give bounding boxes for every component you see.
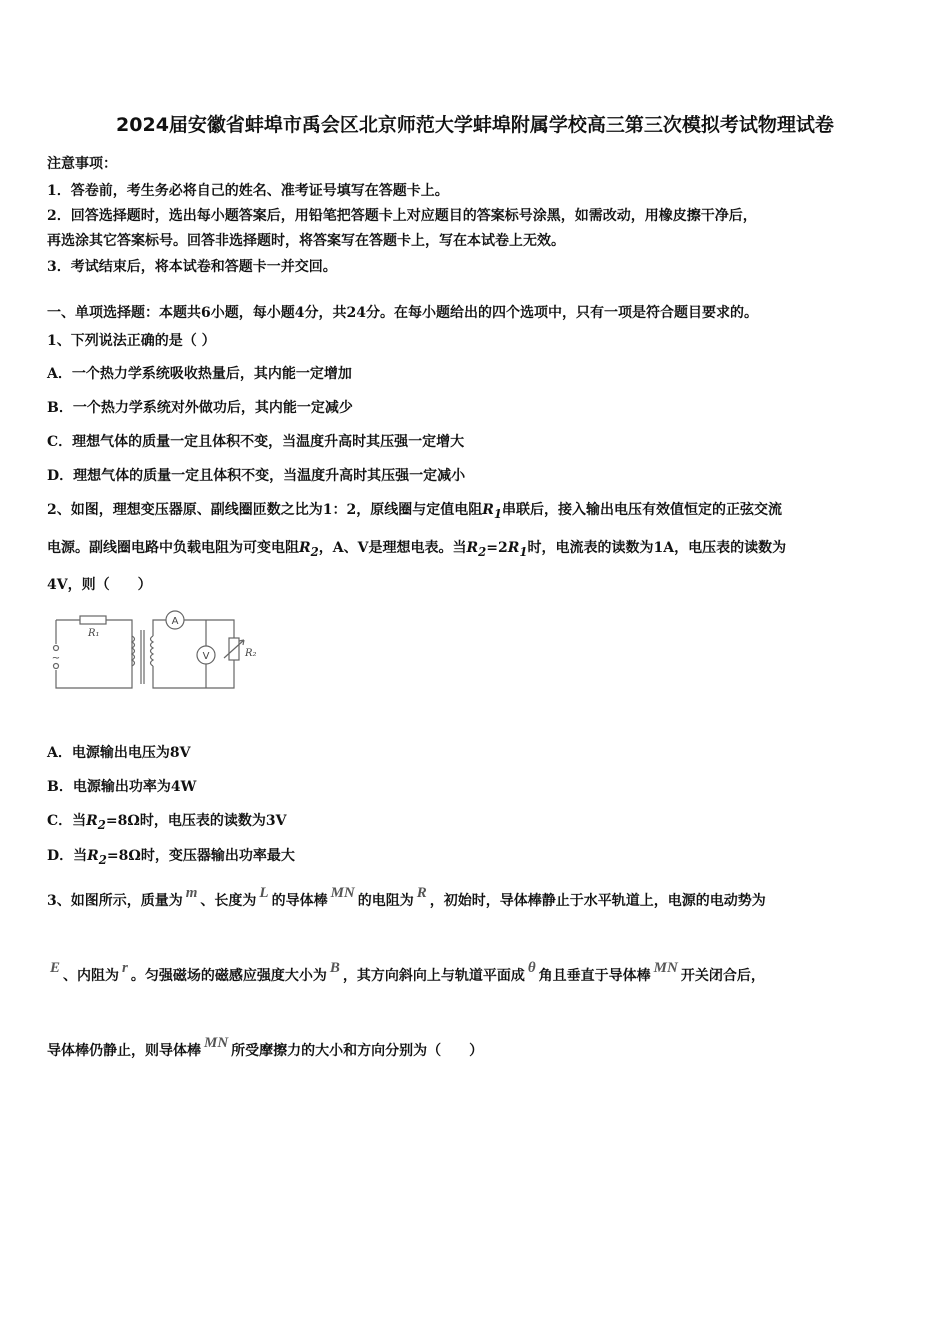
q2-stem-line1: 2、如图，理想变压器原、副线圈匝数之比为1：2，原线圈与定值电阻$R_1$串联后，接入输出电压有效值恒定的正弦交流 — [47, 502, 782, 521]
q2-stem-line2: 电源。副线圈电路中负载电阻为可变电阻$R_2$，A、V是理想电表。当$R_2=2R_1$时，电流表的读数为1A，电压表的读数为 — [47, 540, 787, 559]
q3-stem-line2: E 、内阻为 r 。匀强磁场的磁感应强度大小为 B ，其方向斜向上与轨道平面成 θ 角且垂直于导体棒 MN 开关闭合后， — [50, 960, 765, 984]
notice-heading: 注意事项： — [47, 156, 117, 172]
q2-option-b: B．电源输出功率为4W — [47, 779, 197, 795]
voltmeter-label: V — [202, 651, 210, 662]
var-r2: $R_2$ — [299, 540, 319, 559]
q1-stem: 1、下列说法正确的是（ ） — [47, 333, 216, 349]
r2-label: R₂ — [245, 648, 257, 659]
q1-option-b: B．一个热力学系统对外做功后，其内能一定减少 — [47, 400, 353, 416]
var-r1: $R_1$ — [482, 502, 502, 521]
ammeter-label: A — [171, 616, 179, 627]
q2-stem-line3: 4V，则（ ） — [47, 577, 152, 593]
notice-item-2: 2．回答选择题时，选出每小题答案后，用铅笔把答题卡上对应题目的答案标号涂黑，如需改动，用橡皮擦干净后， — [47, 208, 757, 224]
q1-option-d: D．理想气体的质量一定且体积不变，当温度升高时其压强一定减小 — [47, 468, 466, 484]
page-title: 2024届安徽省蚌埠市禹会区北京师范大学蚌埠附属学校高三第三次模拟考试物理试卷 — [116, 114, 834, 136]
section-heading: 一、单项选择题：本题共6小题，每小题4分，共24分。在每小题给出的四个选项中，只有一项是符合题目要求的。 — [47, 305, 758, 321]
q2-option-c: C．当$R_2=8\Omega$时，电压表的读数为3V — [47, 813, 287, 832]
r1-label: R₁ — [88, 628, 100, 639]
q2-option-a: A．电源输出电压为8V — [47, 745, 191, 761]
source-terminal-top — [54, 646, 59, 651]
q1-option-a: A．一个热力学系统吸收热量后，其内能一定增加 — [47, 366, 352, 382]
notice-item-1: 1．答卷前，考生务必将自己的姓名、准考证号填写在答题卡上。 — [47, 183, 449, 199]
source-terminal-bottom — [54, 664, 59, 669]
q1-option-c: C．理想气体的质量一定且体积不变，当温度升高时其压强一定增大 — [47, 434, 465, 450]
q3-stem-line1: 3、如图所示，质量为 m 、长度为 L 的导体棒 MN 的电阻为 R ，初始时，导体棒静止于水平轨道上，电源的电动势为 — [47, 885, 766, 909]
notice-item-2-cont: 再选涂其它答案标号。回答非选择题时，将答案写在答题卡上，写在本试卷上无效。 — [47, 233, 565, 249]
ac-source-label: ~ — [51, 653, 61, 664]
r1-resistor — [80, 616, 106, 624]
q3-stem-line3: 导体棒仍静止，则导体棒 MN 所受摩擦力的大小和方向分别为（ ） — [47, 1035, 484, 1059]
q2-option-d: D．当$R_2=8\Omega$时，变压器输出功率最大 — [47, 848, 295, 867]
notice-item-3: 3．考试结束后，将本试卷和答题卡一并交回。 — [47, 259, 337, 275]
transformer-circuit-diagram — [48, 608, 268, 698]
